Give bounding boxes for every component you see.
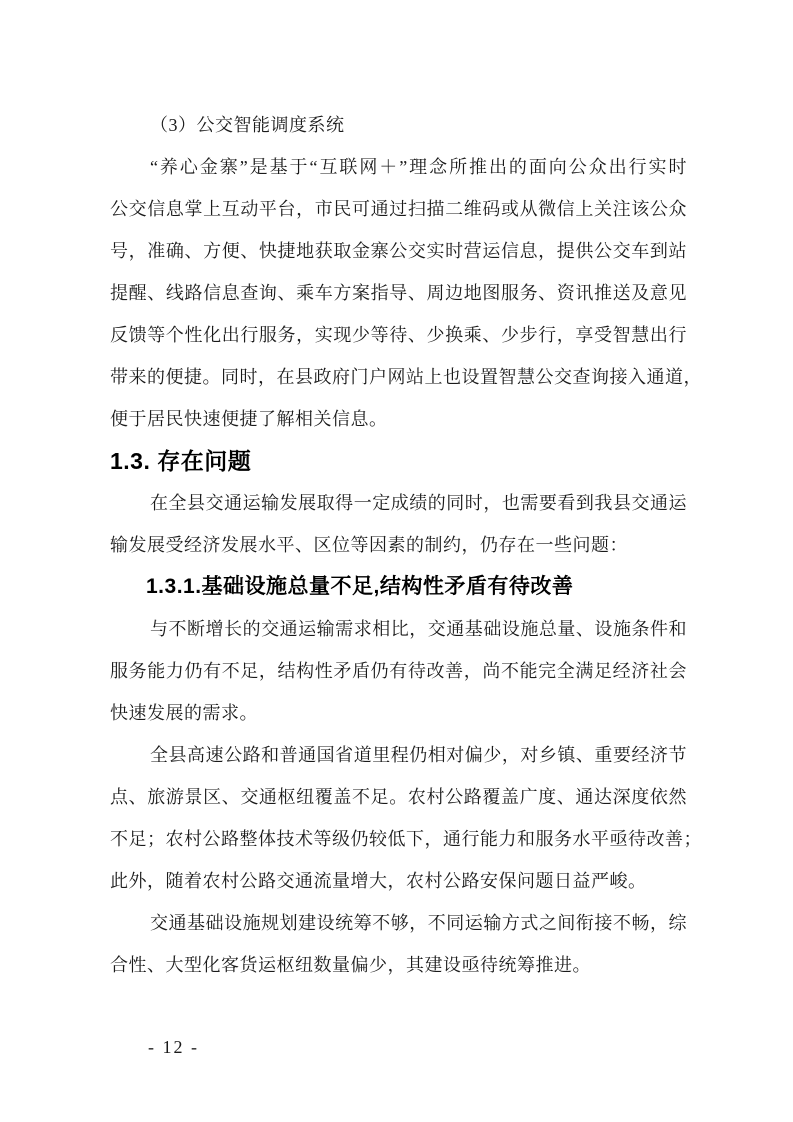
page-number: - 12 - (148, 1037, 199, 1057)
body-text-line: 点、旅游景区、交通枢纽覆盖不足。农村公路覆盖广度、通达深度依然 (110, 787, 687, 807)
body-text-line: 号，准确、方便、快捷地获取金寨公交实时营运信息，提供公交车到站 (110, 241, 687, 261)
body-text-line: 合性、大型化客货运枢纽数量偏少，其建设亟待统筹推进。 (110, 955, 591, 975)
body-text-line: 交通基础设施规划建设统筹不够，不同运输方式之间衔接不畅，综 (150, 913, 687, 933)
body-text-line: 快速发展的需求。 (110, 703, 258, 723)
body-text-line: 公交信息掌上互动平台，市民可通过扫描二维码或从微信上关注该公众 (110, 199, 687, 219)
body-text-line: “养心金寨”是基于“互联网＋”理念所推出的面向公众出行实时 (150, 157, 687, 177)
body-text-line: 全县高速公路和普通国省道里程仍相对偏少，对乡镇、重要经济节 (150, 745, 687, 765)
body-text-line: 提醒、线路信息查询、乘车方案指导、周边地图服务、资讯推送及意见 (110, 283, 687, 303)
subsection-heading-1-3-1: 1.3.1.基础设施总量不足,结构性矛盾有待改善 (146, 575, 574, 598)
body-text-line: 带来的便捷。同时，在县政府门户网站上也设置智慧公交查询接入通道， (110, 367, 702, 387)
section-heading-1-3: 1.3. 存在问题 (110, 448, 252, 474)
body-text-line: 便于居民快速便捷了解相关信息。 (110, 409, 388, 429)
list-item-heading: （3）公交智能调度系统 (150, 115, 345, 135)
body-text-line: 不足；农村公路整体技术等级仍较低下，通行能力和服务水平亟待改善； (110, 829, 702, 849)
body-text-line: 输发展受经济发展水平、区位等因素的制约，仍存在一些问题： (110, 535, 628, 555)
body-text-line: 反馈等个性化出行服务，实现少等待、少换乘、少步行，享受智慧出行 (110, 325, 687, 345)
body-text-line: 在全县交通运输发展取得一定成绩的同时，也需要看到我县交通运 (150, 493, 687, 513)
body-text-line: 此外，随着农村公路交通流量增大，农村公路安保问题日益严峻。 (110, 871, 647, 891)
body-text-line: 与不断增长的交通运输需求相比，交通基础设施总量、设施条件和 (150, 619, 687, 639)
body-text-line: 服务能力仍有不足，结构性矛盾仍有待改善，尚不能完全满足经济社会 (110, 661, 687, 681)
